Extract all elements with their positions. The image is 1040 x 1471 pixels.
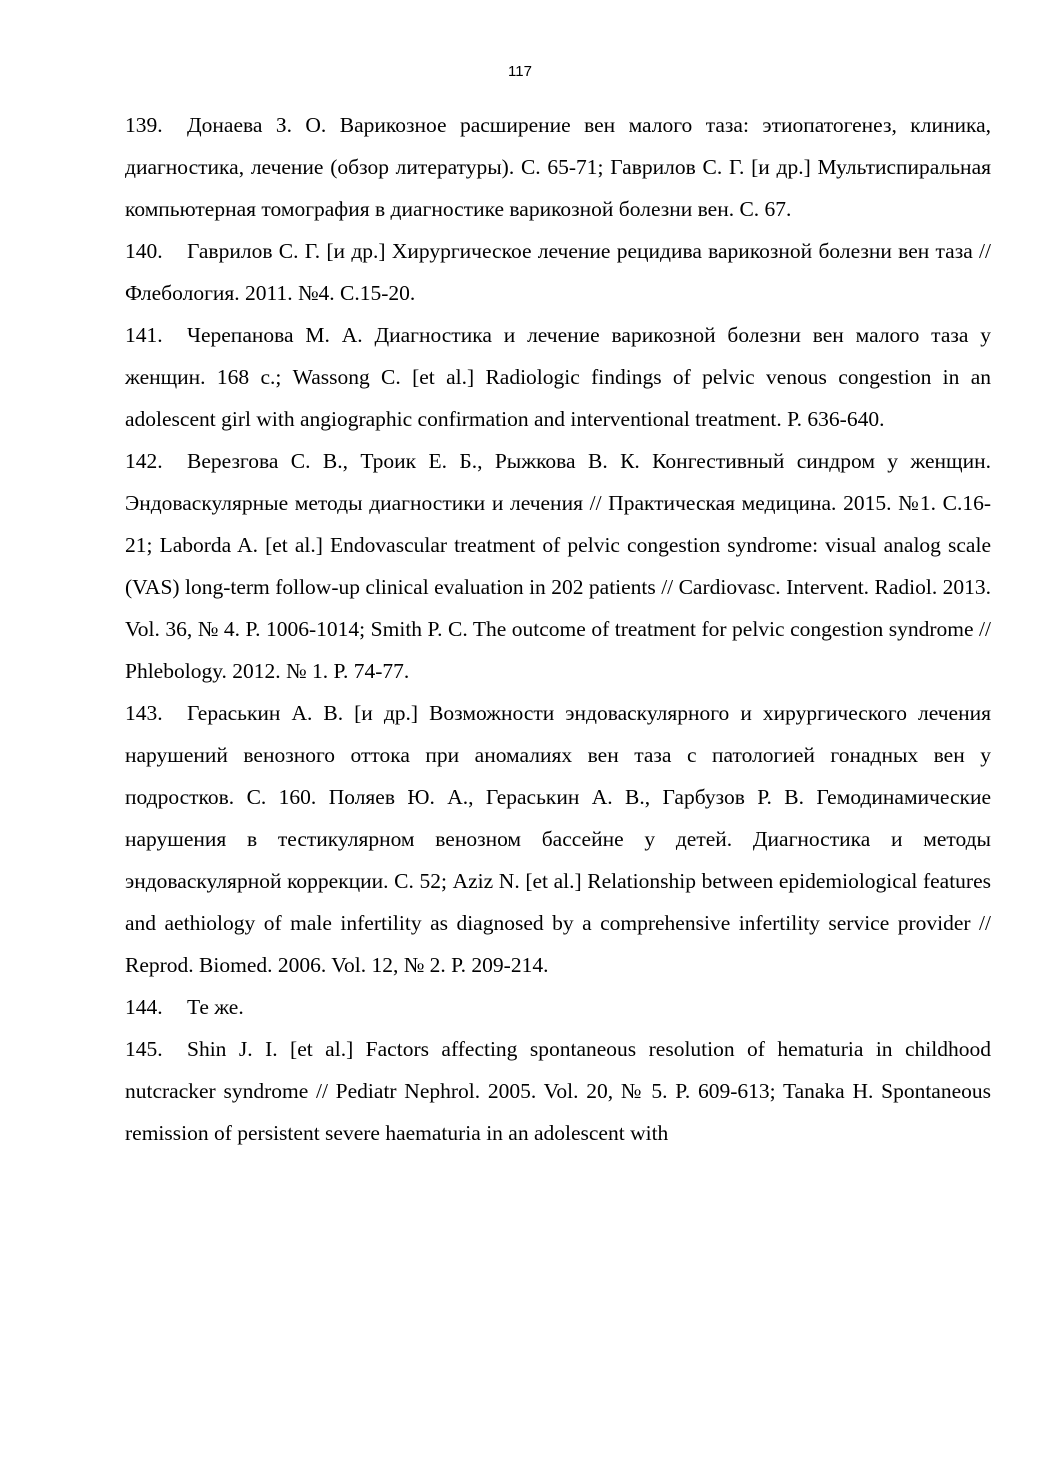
reference-number: 141. [125,323,163,347]
reference-item-143 [125,692,991,986]
reference-number: 142. [125,449,163,473]
reference-number: 140. [125,239,163,263]
reference-text: Гаврилов С. Г. [и др.] Хирургическое лечение рецидива варикозной болезни вен таза // Флебология. 2011. №4. С.15-20. [125,239,991,305]
reference-item-145 [125,1028,991,1154]
reference-item-139 [125,104,991,230]
reference-text: Гераськин А. В. [и др.] Возможности эндоваскулярного и хирургического лечения нарушений венозного оттока при аномалиях вен таза с патологией гонадных вен у подростков. С. 160. Поляев Ю. А., Гераськин А. В., Гарбузов Р. В. Гемодинамические нарушения в тестикулярном венозном бассейне у детей. Диагностика и методы эндоваскулярной коррекции. С. 52; Aziz N. [et al.] Relationship between epidemiological features and aethiology of male infertility as diagnosed by a comprehensive infertility service provider // Reprod. Biomed. 2006. Vol. 12, № 2. P. 209-214. [125,701,991,977]
reference-number: 144. [125,995,163,1019]
reference-number: 139. [125,113,163,137]
reference-item-144 [125,986,991,1028]
reference-text: Черепанова М. А. Диагностика и лечение варикозной болезни вен малого таза у женщин. 168 с.; Wassong C. [et al.] Radiologic findings of pelvic venous congestion in an adolescent girl with angiographic confirmation and interventional treatment. P. 636-640. [125,323,991,431]
reference-text: Те же. [187,995,244,1019]
reference-number: 145. [125,1037,163,1061]
reference-text: Донаева З. О. Варикозное расширение вен малого таза: этиопатогенез, клиника, диагностика, лечение (обзор литературы). С. 65-71; Гаврилов С. Г. [и др.] Мультиспиральная компьютерная томография в диагностике варикозной болезни вен. С. 67. [125,113,991,221]
reference-text: Верезгова С. В., Троик Е. Б., Рыжкова В. К. Конгестивный синдром у женщин. Эндоваскулярные методы диагностики и лечения // Практическая медицина. 2015. №1. С.16-21; Laborda A. [et al.] Endovascular treatment of pelvic congestion syndrome: visual analog scale (VAS) long-term follow-up clinical evaluation in 202 patients // Cardiovasc. Intervent. Radiol. 2013. Vol. 36, № 4. P. 1006-1014; Smith P. C. The outcome of treatment for pelvic congestion syndrome // Phlebology. 2012. № 1. P. 74-77. [125,449,991,683]
reference-item-142 [125,440,991,692]
reference-item-141 [125,314,991,440]
reference-list [125,104,991,1154]
reference-text: Shin J. I. [et al.] Factors affecting spontaneous resolution of hematuria in childhood nutcracker syndrome // Pediatr Nephrol. 2005. Vol. 20, № 5. P. 609-613; Tanaka H. Spontaneous remission of persistent severe haematuria in an adolescent with [125,1037,991,1145]
page-number: 117 [508,63,532,80]
reference-item-140 [125,230,991,314]
reference-number: 143. [125,701,163,725]
